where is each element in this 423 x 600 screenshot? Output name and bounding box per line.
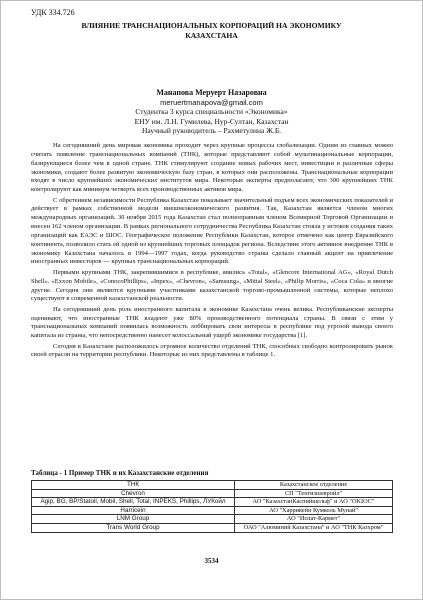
udk-code: УДК 334.726 (31, 8, 75, 17)
table-cell-branch: АО "КазахстанКаспийшельф" и АО "OKIOC" (235, 498, 393, 507)
table-cell-tnk: Harricein (32, 506, 235, 515)
article-title-line-1: ВЛИЯНИЕ ТРАНСНАЦИОНАЛЬНЫХ КОРПОРАЦИЙ НА ЭКОНОМИКУ (81, 21, 342, 30)
table-row (32, 498, 393, 507)
article-title-line-2: КАЗАХСТАНА (185, 31, 238, 40)
table-cell-tnk: LNM Group (32, 515, 235, 524)
paragraph-1: На сегодняшний день мировая экономика проходит через крупные процессы глобализации. Одним из главных можно считать появление транснациональных компаний (ТНК), которые представляют собой мультинациональные корпорации, базирующиеся более чем в одной стране. ТНК стимулируют создание новых рабочих мест, инвестиции в различные сферы экономики, создают более развитую экономическую базу стран, в которых они расположены. Транснациональные корпорации входят в число крупнейших экономических институтов мира. Некоторые эксперты предполагают, что 300 крупнейших ТНК контролируют как минимум четверть всех производственных активов мира. (31, 142, 393, 194)
page-number: 3534 (204, 557, 219, 565)
table-caption: Таблица - 1 Пример ТНК и их Казахстанские отделения (31, 469, 209, 477)
table-cell-tnk: Trans World Group (32, 523, 235, 532)
paragraph-5: Сегодня в Казахстане расположилось огромное количество отделений ТНК, способных свободно контролировать рынок своей отрасли на территории республики. Некоторые из них представлены в таблице 1. (31, 342, 393, 359)
author-email: meruertmanapova@gmail.com (160, 97, 263, 107)
paragraph-3: Первыми крупными ТНК, закрепившимися в республике, явились «Total», «Glencore International AG», «Royal Dutch Shell». «Exxon Mobile», «ConocoPhillips», «Inpex», «Chevron», «Samsung», «Mittal Steel», «Philip Morris», «Coca Cola» и многие другие. Сегодня они являются крупными участниками казахстанской торгово-промышленной системы, которые неплохо существуют в современной казахстанской реальности. (31, 268, 393, 303)
table-row (32, 523, 393, 532)
author-block (1, 88, 422, 136)
table-header-branch: Казахстанское отделение (235, 481, 393, 490)
author-affiliation-2: ЕНУ им. Л.Н. Гумилева, Нур-Султан, Казахстан (134, 116, 289, 126)
table-cell-branch: ОАО "Алюминий Казахстана" и АО "ТНК Казхром" (235, 523, 393, 532)
table-row (32, 506, 393, 515)
author-supervisor: Научный руководитель – Рахметулина Ж.Б. (141, 126, 282, 136)
table-cell-tnk: Chevron (32, 489, 235, 498)
table-cell-branch: АО "Харрикейн Кумколь Мунай" (235, 506, 393, 515)
paragraph-2: С обретением независимости Республика Казахстан показывает значительный подъем всех экономических показателей и действует в рамках собственной модели внешнеэкономического развития. Так, Казахстан является членом многих международных организаций. 30 ноября 2015 года Казахстан стал полноправным членом Всемирной Торговой Организации и внесен 162 членом организации. В рамках регионального сотрудничества Республика Казахстан стояла у истоков создания таких организаций как ЕАЭС и ШОС. Географическое положение Республики Казахстан, которое отмечено как центр Евразийского континента, позволило стать ей одной из крупнейших торговых площадок региона. Вследствие этого активное внедрение ТНК в экономику Казахстана началось в 1994—1997 годах, когда руководство страны сделало главный акцент на привлечение иностранных инвесторов — крупных транснациональных корпораций. (31, 196, 393, 266)
table-cell-branch: СП "Тенгизшевройл" (235, 489, 393, 498)
article-body (31, 142, 393, 362)
paragraph-4: На сегодняшний день роль иностранного капитала в экономике Казахстана очень велика. Республиканские эксперты оценивают, что иностранные ТНК владеют уже 80% производственного потенциала страны. В связи с этим у транснациональных компаний появилась возможность лоббировать свои интересы в республике под угрозой вывода своего капитала из страны, что непосредственно нанесет колоссальный ущерб экономике государства [1]. (31, 305, 393, 340)
table-row (32, 489, 393, 498)
table-cell-tnk: Agip, BG, BP/Statoil, Mobil, Shell, Total, INPEKS, Phillips, ЛУКойл (32, 498, 235, 507)
article-title (1, 21, 422, 41)
table-header-row (32, 481, 393, 490)
table-cell-branch: АО "Испат-Кармет" (235, 515, 393, 524)
table-header-tnk: ТНК (32, 481, 235, 490)
table-row (32, 515, 393, 524)
tnk-table (31, 480, 393, 533)
author-name: Манапова Меруерт Назаровна (156, 88, 267, 97)
author-affiliation-1: Студентка 3 курса специальности «Экономика» (135, 107, 288, 117)
